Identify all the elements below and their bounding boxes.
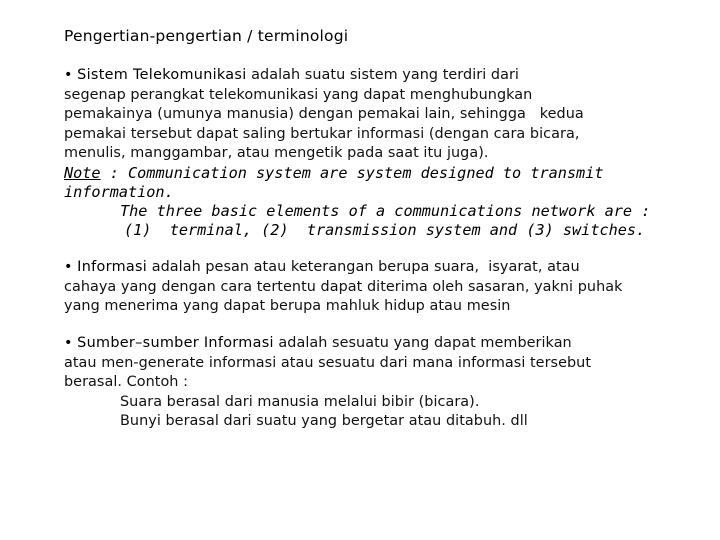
sumber-line-3: berasal. Contoh : xyxy=(64,374,188,390)
sistem-line-3: pemakainya (umunya manusia) dengan pemakai lain, sehingga kedua xyxy=(64,106,584,122)
sistem-first-line xyxy=(64,66,584,86)
slide-title: Pengertian-pengertian / terminologi xyxy=(64,27,349,45)
sumber-example-2: Bunyi berasal dari suatu yang bergetar atau ditabuh. dll xyxy=(120,413,528,429)
informasi-first-line xyxy=(64,258,623,278)
informasi-line-2: cahaya yang dengan cara tertentu dapat diterima oleh sasaran, yakni puhak xyxy=(64,278,623,295)
sistem-line-2: segenap perangkat telekomunikasi yang dapat menghubungkan xyxy=(64,86,533,103)
note-label: Note xyxy=(64,164,101,182)
informasi-line-3: yang menerima yang dapat berupa mahluk hidup atau mesin xyxy=(64,298,511,314)
bullet-icon: • xyxy=(64,67,73,83)
note-block xyxy=(64,164,650,240)
sistem-term: Sistem Telekomunikasi xyxy=(77,67,247,83)
note-line-3: The three basic elements of a communications network are : xyxy=(120,202,651,220)
note-line-2: information. xyxy=(64,183,174,201)
sumber-informasi-paragraph xyxy=(64,334,591,432)
sumber-term: Sumber–sumber Informasi xyxy=(77,335,274,351)
bullet-icon: • xyxy=(64,259,73,275)
note-text-1: : Communication system are system designed to transmit xyxy=(100,164,604,182)
sumber-first-line xyxy=(64,334,591,354)
sumber-example-1: Suara berasal dari manusia melalui bibir (bicara). xyxy=(120,393,480,410)
note-line-4: (1) terminal, (2) transmission system and (3) switches. xyxy=(124,221,646,239)
sumber-line-1: adalah sesuatu yang dapat memberikan xyxy=(278,335,572,351)
informasi-line-1: adalah pesan atau keterangan berupa suara, isyarat, atau xyxy=(151,259,580,275)
sistem-line-5: menulis, manggambar, atau mengetik pada saat itu juga). xyxy=(64,145,489,161)
informasi-paragraph xyxy=(64,258,623,317)
sistem-line-4: pemakai tersebut dapat saling bertukar informasi (dengan cara bicara, xyxy=(64,125,580,142)
sumber-line-2: atau men-generate informasi atau sesuatu dari mana informasi tersebut xyxy=(64,354,592,371)
sistem-telekomunikasi-paragraph xyxy=(64,66,584,164)
informasi-term: Informasi xyxy=(77,259,148,275)
note-line-1 xyxy=(64,164,650,183)
sistem-line-1: adalah suatu sistem yang terdiri dari xyxy=(251,67,519,83)
bullet-icon: • xyxy=(64,335,73,351)
